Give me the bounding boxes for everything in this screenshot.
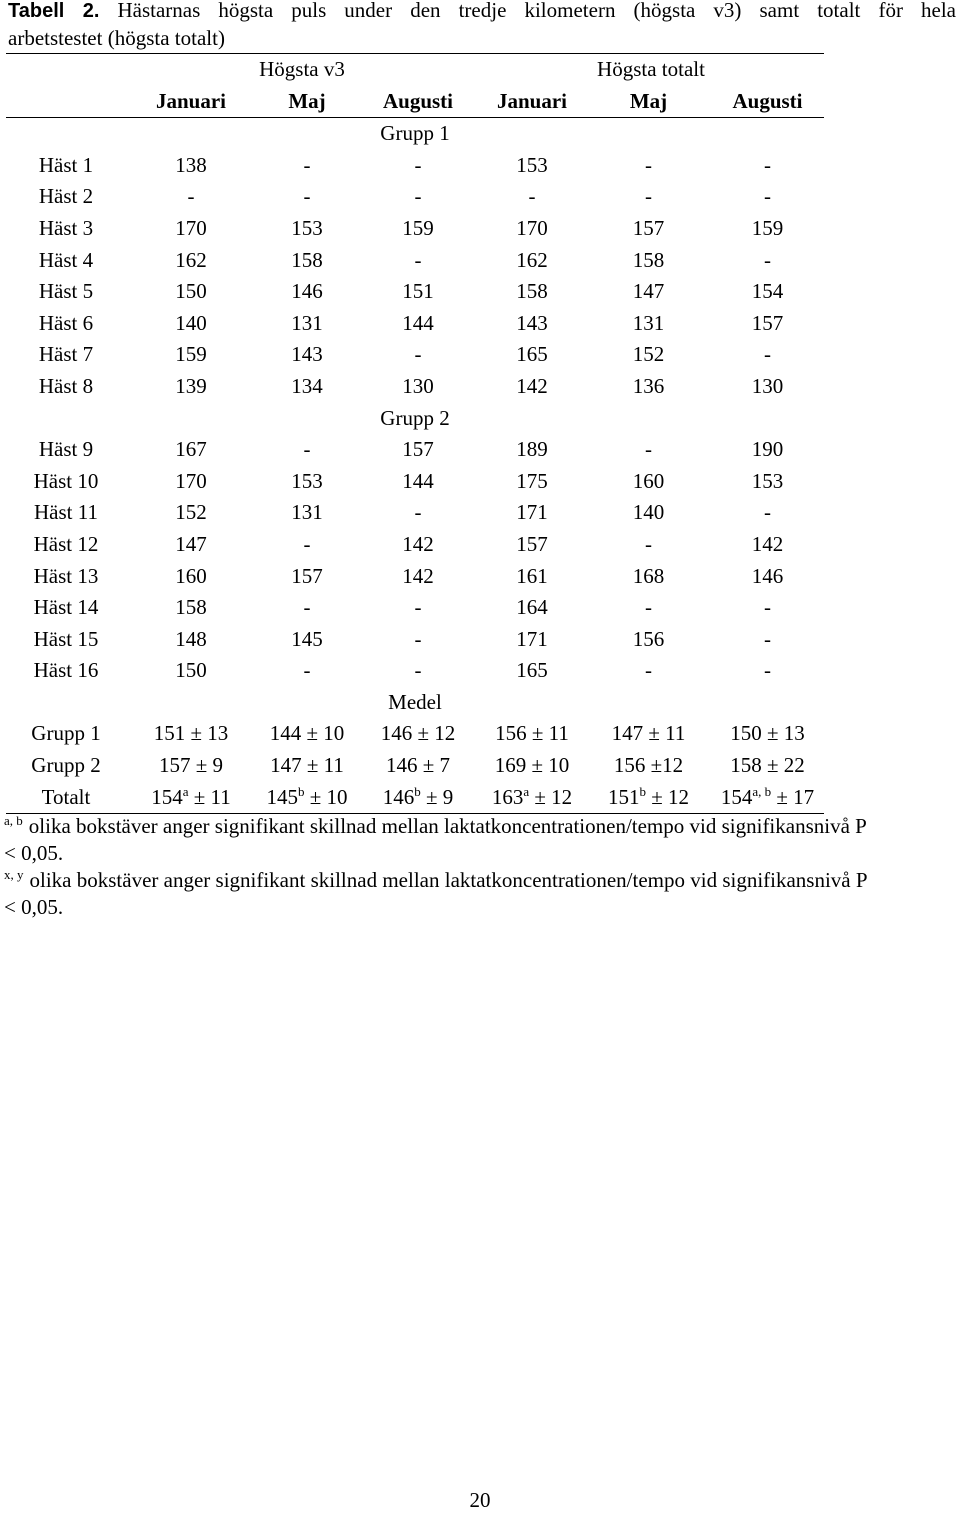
month-header: Januari [478, 86, 586, 118]
month-header-row [6, 86, 824, 118]
value-cell: 146 [751, 563, 784, 588]
value-cell: 159 [175, 342, 207, 367]
value-cell: 170 [516, 215, 548, 240]
value-cell: - [414, 184, 422, 209]
value-cell: 134 [291, 373, 323, 398]
heart-rate-table [6, 53, 824, 814]
footnote-line-1 [4, 867, 956, 894]
row-label: Häst 11 [34, 500, 98, 525]
value-cell: 162 [516, 247, 548, 272]
total-sd: ± 11 [188, 784, 231, 809]
group-header-hogsta-totalt: Högsta totalt [478, 54, 824, 86]
value-cell: - [414, 626, 422, 651]
significance-mark: a, b [752, 783, 772, 799]
value-cell: 142 [751, 531, 784, 556]
group-label-row [6, 118, 824, 150]
value-cell: 160 [632, 468, 665, 493]
value-cell: 156 ±12 [613, 753, 684, 778]
total-cell [478, 782, 586, 814]
value-cell: - [645, 437, 652, 462]
value-cell: 158 [175, 595, 207, 620]
row-label: Häst 7 [38, 342, 94, 367]
value-cell: 131 [291, 310, 323, 335]
total-cell [126, 782, 256, 814]
value-cell: 170 [175, 468, 207, 493]
mean-row [6, 718, 824, 750]
value-cell: 144 [402, 310, 434, 335]
total-cell [586, 782, 711, 814]
table-row [6, 434, 824, 466]
value-cell: 140 [632, 500, 665, 525]
month-header: Augusti [711, 86, 824, 118]
total-cell [358, 782, 478, 814]
total-sd: ± 9 [420, 784, 454, 809]
total-value: 154 [720, 784, 753, 809]
value-cell: 153 [751, 468, 784, 493]
value-cell: 138 [175, 152, 207, 177]
month-header: Januari [126, 86, 256, 118]
table-row [6, 308, 824, 340]
value-cell: 169 ± 10 [494, 753, 570, 778]
value-cell: - [303, 658, 311, 683]
value-cell: 160 [175, 563, 207, 588]
table-row [6, 561, 824, 593]
value-cell: 159 [751, 215, 784, 240]
value-cell: 190 [751, 437, 784, 462]
table-row [6, 529, 824, 561]
row-label: Häst 2 [38, 184, 94, 209]
value-cell: 170 [175, 215, 207, 240]
significance-mark: b [414, 783, 421, 799]
value-cell: 158 ± 22 [730, 753, 805, 778]
value-cell: 157 [751, 310, 784, 335]
value-cell: - [414, 247, 422, 272]
table-row [6, 655, 824, 687]
row-label: Häst 13 [33, 563, 99, 588]
value-cell: - [303, 184, 311, 209]
value-cell: 164 [516, 595, 548, 620]
total-value: 145 [266, 784, 298, 809]
page-number: 20 [469, 1488, 491, 1512]
value-cell: 157 [402, 437, 434, 462]
table-row [6, 213, 824, 245]
value-cell: 147 [175, 531, 207, 556]
row-label: Häst 3 [38, 215, 94, 240]
value-cell: - [303, 152, 311, 177]
row-label: Grupp 1 [31, 721, 101, 746]
total-value: 151 [607, 784, 640, 809]
row-label: Häst 4 [38, 247, 94, 272]
value-cell: - [414, 500, 422, 525]
total-value: 154 [151, 784, 183, 809]
caption-lead: Tabell 2. [8, 0, 100, 22]
table-row [6, 497, 824, 529]
row-label: Häst 8 [38, 373, 94, 398]
footnote-line-2: < 0,05. [4, 895, 64, 919]
value-cell: - [764, 152, 771, 177]
value-cell: 165 [516, 342, 548, 367]
table-caption [8, 0, 956, 52]
table-row [6, 150, 824, 182]
value-cell: 159 [402, 215, 434, 240]
value-cell: 158 [291, 247, 323, 272]
value-cell: 156 [632, 626, 665, 651]
row-label: Häst 1 [38, 152, 94, 177]
value-cell: 144 ± 10 [269, 721, 345, 746]
total-sd: ± 12 [529, 784, 573, 809]
total-value: 146 [382, 784, 415, 809]
value-cell: 145 [291, 626, 323, 651]
value-cell: - [528, 184, 536, 209]
footnote-line-2: < 0,05. [4, 841, 64, 865]
table-row [6, 245, 824, 277]
value-cell: 151 ± 13 [153, 721, 229, 746]
value-cell: 143 [516, 310, 548, 335]
mean-row [6, 750, 824, 782]
value-cell: 152 [632, 342, 665, 367]
value-cell: 158 [632, 247, 665, 272]
value-cell: 168 [632, 563, 665, 588]
value-cell: 130 [402, 373, 434, 398]
value-cell: 189 [516, 437, 548, 462]
row-label: Häst 12 [33, 531, 99, 556]
month-header: Maj [586, 86, 711, 118]
table-row [6, 466, 824, 498]
significance-mark: b [297, 783, 305, 799]
value-cell: 154 [751, 279, 784, 304]
value-cell: 147 ± 11 [611, 721, 686, 746]
value-cell: 131 [291, 500, 323, 525]
caption-line-2: arbetstestet (högsta totalt) [8, 26, 225, 50]
month-header: Augusti [358, 86, 478, 118]
value-cell: 142 [402, 531, 434, 556]
section-label: Medel [388, 689, 442, 714]
footnote-text: olika bokstäver anger signifikant skillnad mellan laktatkoncentrationen/tempo vid signifikansnivå P [28, 814, 867, 838]
value-cell: 153 [516, 152, 548, 177]
corner-cell [6, 54, 126, 86]
footnote-ab [4, 813, 956, 867]
value-cell: 158 [516, 279, 548, 304]
value-cell: 146 [291, 279, 323, 304]
total-row [6, 782, 824, 814]
row-label: Häst 6 [38, 310, 94, 335]
value-cell: 165 [516, 658, 548, 683]
value-cell: 144 [402, 468, 434, 493]
group-header-hogsta-v3: Högsta v3 [126, 54, 478, 86]
table-row [6, 276, 824, 308]
table-body [6, 118, 824, 814]
value-cell: - [414, 152, 422, 177]
value-cell: 171 [516, 626, 548, 651]
month-header: Maj [256, 86, 358, 118]
significance-mark: b [639, 783, 646, 799]
significance-mark: a [182, 783, 189, 799]
value-cell: 143 [291, 342, 323, 367]
value-cell: 157 [291, 563, 323, 588]
value-cell: 156 ± 11 [495, 721, 569, 746]
value-cell: 142 [516, 373, 548, 398]
row-label: Häst 15 [33, 626, 99, 651]
value-cell: - [303, 595, 311, 620]
row-label: Grupp 2 [31, 753, 101, 778]
value-cell: - [303, 437, 311, 462]
row-label: Häst 14 [33, 595, 99, 620]
footnote-mark: a, b [4, 813, 23, 828]
value-cell: - [645, 595, 652, 620]
footnote-mark: x, y [4, 867, 24, 882]
value-cell: - [414, 595, 422, 620]
value-cell: - [764, 626, 771, 651]
table-row [6, 371, 824, 403]
value-cell: - [187, 184, 195, 209]
value-cell: 157 [632, 215, 665, 240]
table-row [6, 339, 824, 371]
value-cell: 161 [516, 563, 548, 588]
value-cell: - [645, 658, 652, 683]
value-cell: 152 [175, 500, 207, 525]
value-cell: 150 [175, 658, 207, 683]
caption-text: Hästarnas högsta puls under den tredje kilometern (högsta v3) samt totalt för hela [117, 0, 956, 22]
value-cell: 139 [175, 373, 207, 398]
footnote-text: olika bokstäver anger signifikant skillnad mellan laktatkoncentrationen/tempo vid signifikansnivå P [29, 868, 868, 892]
value-cell: 175 [516, 468, 548, 493]
footnote-line-1 [4, 813, 956, 840]
row-label: Totalt [6, 782, 126, 814]
row-label: Häst 5 [38, 279, 94, 304]
mean-label-row [6, 687, 824, 719]
caption-line-1 [8, 0, 956, 25]
value-cell: - [414, 342, 422, 367]
row-label: Häst 10 [33, 468, 99, 493]
total-sd: ± 17 [771, 784, 815, 809]
value-cell: - [764, 247, 771, 272]
value-cell: - [764, 184, 771, 209]
value-cell: 150 ± 13 [730, 721, 805, 746]
value-cell: - [645, 531, 652, 556]
value-cell: 131 [632, 310, 665, 335]
table-row [6, 592, 824, 624]
value-cell: 147 [632, 279, 665, 304]
value-cell: 151 [402, 279, 434, 304]
table-row [6, 624, 824, 656]
value-cell: - [645, 184, 652, 209]
value-cell: 140 [175, 310, 207, 335]
value-cell: - [303, 531, 311, 556]
section-label: Grupp 2 [380, 405, 450, 430]
value-cell: 146 ± 7 [385, 753, 451, 778]
total-cell [711, 782, 824, 814]
value-cell: 146 ± 12 [380, 721, 456, 746]
footnote-xy [4, 867, 956, 921]
total-sd: ± 12 [645, 784, 690, 809]
value-cell: 157 ± 9 [158, 753, 224, 778]
total-cell [256, 782, 358, 814]
value-cell: 153 [291, 215, 323, 240]
value-cell: 142 [402, 563, 434, 588]
value-cell: 136 [632, 373, 665, 398]
value-cell: 157 [516, 531, 548, 556]
group-header-row [6, 54, 824, 86]
value-cell: - [414, 658, 422, 683]
value-cell: 162 [175, 247, 207, 272]
significance-mark: a [523, 783, 530, 799]
value-cell: 148 [175, 626, 207, 651]
value-cell: 130 [751, 373, 784, 398]
value-cell: - [764, 342, 771, 367]
row-label: Häst 16 [33, 658, 99, 683]
value-cell: - [764, 500, 771, 525]
corner-cell [6, 86, 126, 118]
row-label: Häst 9 [38, 437, 94, 462]
value-cell: 171 [516, 500, 548, 525]
value-cell: - [645, 152, 652, 177]
total-sd: ± 10 [304, 784, 348, 809]
group-label-row [6, 403, 824, 435]
table-row [6, 181, 824, 213]
section-label: Grupp 1 [380, 121, 450, 146]
value-cell: - [764, 595, 771, 620]
value-cell: 153 [291, 468, 323, 493]
value-cell: - [764, 658, 771, 683]
value-cell: 150 [175, 279, 207, 304]
total-value: 163 [491, 784, 524, 809]
value-cell: 147 ± 11 [270, 753, 344, 778]
value-cell: 167 [175, 437, 207, 462]
